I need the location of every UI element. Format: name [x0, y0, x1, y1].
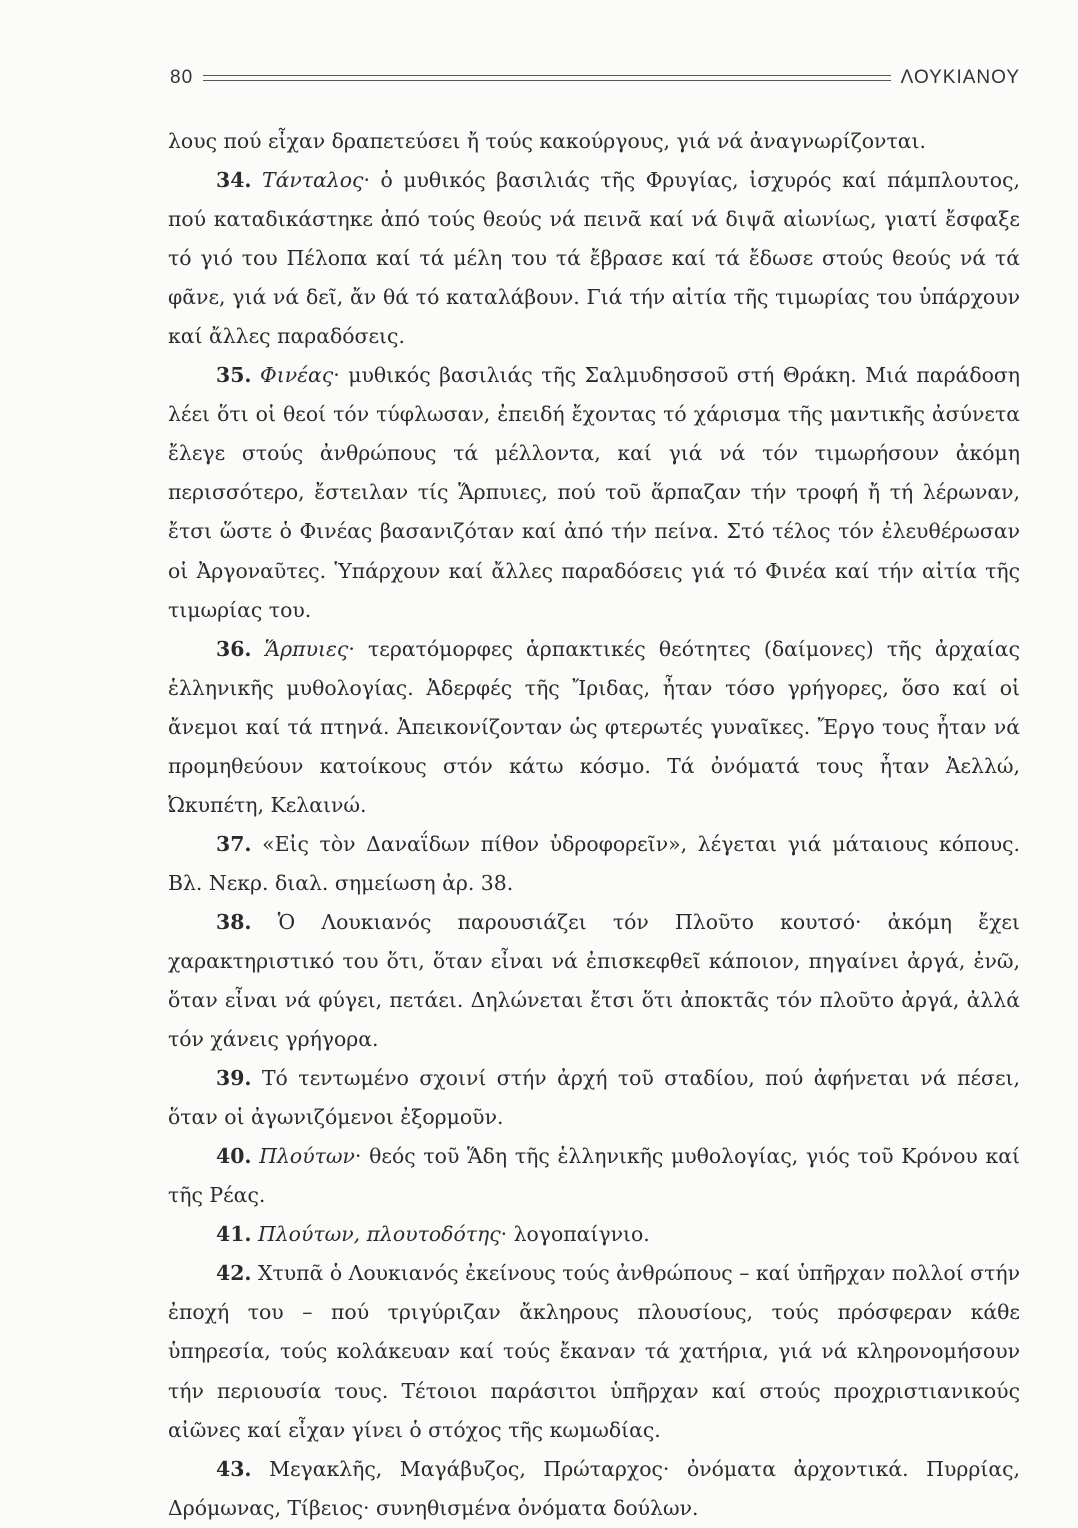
- note-37: [168, 825, 1020, 903]
- note-number: 38.: [216, 909, 252, 934]
- note-continuation: [168, 122, 1020, 161]
- note-term: Ἅρπυιες: [264, 636, 349, 661]
- note-text: λους πού εἶχαν δραπετεύσει ἤ τούς κακούργους, γιά νά ἀναγνωρίζονται.: [168, 129, 926, 153]
- note-text: Τό τεντωμένο σχοινί στήν ἀρχή τοῦ σταδίου, πού ἀφήνεται νά πέσει, ὅταν οἱ ἀγωνιζόμενοι ἐξορμοῦν.: [168, 1066, 1020, 1130]
- note-number: 42.: [216, 1261, 252, 1286]
- note-text: λογοπαίγνιο.: [513, 1222, 650, 1247]
- note-number: 40.: [216, 1144, 252, 1169]
- note-34: [168, 161, 1020, 356]
- note-separator: ·: [333, 363, 349, 388]
- note-39: [168, 1059, 1020, 1137]
- note-number: 41.: [216, 1222, 252, 1247]
- note-separator: ·: [348, 636, 368, 661]
- note-40: [168, 1137, 1020, 1215]
- header-rule: [203, 75, 891, 81]
- note-35: [168, 356, 1020, 629]
- note-text: Μεγακλῆς, Μαγάβυζος, Πρώταρχος· ὀνόματα ἀρχοντικά. Πυρρίας, Δρόμωνας, Τίβειος· συνηθισμένα ὀνόματα δούλων.: [168, 1456, 1020, 1520]
- note-term: Πλούτων: [259, 1144, 355, 1169]
- note-text: Ὁ Λουκιανός παρουσιάζει τόν Πλοῦτο κουτσό· ἀκόμη ἔχει χαρακτηριστικό του ὅτι, ὅταν εἶναι νά ἐπισκεφθεῖ κάποιον, πηγαίνει ἀργά, ἐνῶ, ὅταν εἶναι νά φύγει, πετάει. Δηλώνεται ἔτσι ὅτι ἀποκτᾶς τόν πλοῦτο ἀργά, ἀλλά τόν χάνεις γρήγορα.: [168, 909, 1020, 1052]
- note-text: Χτυπᾶ ὁ Λουκιανός ἐκείνους τούς ἀνθρώπους – καί ὑπῆρχαν πολλοί στήν ἐποχή του – πού τριγύριζαν ἄκληρους πλουσίους, τούς πρόσφεραν κάθε ὑπηρεσία, τούς κολάκευαν καί τούς ἔκαναν τά χατήρια, γιά νά κληρονομήσουν τήν περιουσία τους. Τέτοιοι παράσιτοι ὑπῆρχαν καί στούς προχριστιανικούς αἰῶνες καί εἶχαν γίνει ὁ στόχος τῆς κωμωδίας.: [168, 1261, 1020, 1442]
- note-number: 35.: [216, 363, 252, 388]
- note-text: θεός τοῦ Ἅδη τῆς ἑλληνικῆς μυθολογίας, γιός τοῦ Κρόνου καί τῆς Ρέας.: [168, 1144, 1021, 1208]
- note-number: 34.: [216, 168, 252, 193]
- note-separator: ·: [363, 168, 381, 193]
- note-term: Πλούτων, πλουτοδότης: [257, 1222, 501, 1247]
- page-number: 80: [170, 67, 194, 88]
- note-43: [168, 1450, 1020, 1528]
- page-header: [170, 64, 1020, 92]
- note-36: [168, 630, 1020, 825]
- note-separator: ·: [500, 1222, 514, 1247]
- note-number: 36.: [216, 636, 252, 661]
- note-text: «Εἰς τὸν Δαναΐδων πίθον ὑδροφορεῖν», λέγεται γιά μάταιους κόπους. Βλ. Νεκρ. διαλ. σημείωση ἀρ. 38.: [168, 831, 1021, 895]
- note-text: μυθικός βασιλιάς τῆς Σαλμυδησσοῦ στή Θράκη. Μιά παράδοση λέει ὅτι οἱ θεοί τόν τύφλωσαν, ἐπειδή ἔχοντας τό χάρισμα τῆς μαντικῆς ἀσύνετα ἔλεγε στούς ἀνθρώπους τά μέλλοντα, καί γιά νά τόν τιμωρήσουν ἀκόμη περισσότερο, ἔστειλαν τίς Ἅρπυιες, πού τοῦ ἅρπαζαν τήν τροφή ἤ τή λέρωναν, ἔτσι ὥστε ὁ Φινέας βασανιζόταν καί ἀπό τήν πείνα. Στό τέλος τόν ἐλευθέρωσαν οἱ Ἀργοναῦτες. Ὑπάρχουν καί ἄλλες παραδόσεις γιά τό Φινέα καί τήν αἰτία τῆς τιμωρίας του.: [168, 363, 1021, 622]
- note-term: Φινέας: [260, 363, 334, 388]
- running-title: ΛΟΥΚΙΑΝΟΥ: [900, 67, 1020, 88]
- note-41: [168, 1215, 1020, 1254]
- note-38: [168, 903, 1020, 1059]
- note-number: 43.: [216, 1456, 252, 1481]
- note-separator: ·: [354, 1144, 370, 1169]
- notes-body: [168, 122, 1020, 1528]
- note-number: 39.: [216, 1066, 252, 1091]
- note-text: τερατόμορφες ἁρπακτικές θεότητες (δαίμονες) τῆς ἀρχαίας ἑλληνικῆς μυθολογίας. Ἀδερφές τῆς Ἴριδας, ἦταν τόσο γρήγορες, ὅσο καί οἱ ἄνεμοι καί τά πτηνά. Ἀπεικονίζονταν ὡς φτερωτές γυναῖκες. Ἔργο τους ἦταν νά προμηθεύουν κατοίκους στόν κάτω κόσμο. Τά ὀνόματά τους ἦταν Ἀελλώ, Ὠκυπέτη, Κελαινώ.: [168, 636, 1020, 817]
- note-term: Τάνταλος: [262, 168, 364, 193]
- note-42: [168, 1254, 1020, 1449]
- note-text: ὁ μυθικός βασιλιάς τῆς Φρυγίας, ἰσχυρός καί πάμπλουτος, πού καταδικάστηκε ἀπό τούς θεούς νά πεινᾶ καί νά διψᾶ αἰωνίως, γιατί ἔσφαξε τό γιό του Πέλοπα καί τά μέλη του τά ἔβρασε καί τά ἔδωσε στούς θεούς νά τά φᾶνε, γιά νά δεῖ, ἄν θά τό καταλάβουν. Γιά τήν αἰτία τῆς τιμωρίας του ὑπάρχουν καί ἄλλες παραδόσεις.: [168, 168, 1020, 349]
- note-number: 37.: [216, 831, 252, 856]
